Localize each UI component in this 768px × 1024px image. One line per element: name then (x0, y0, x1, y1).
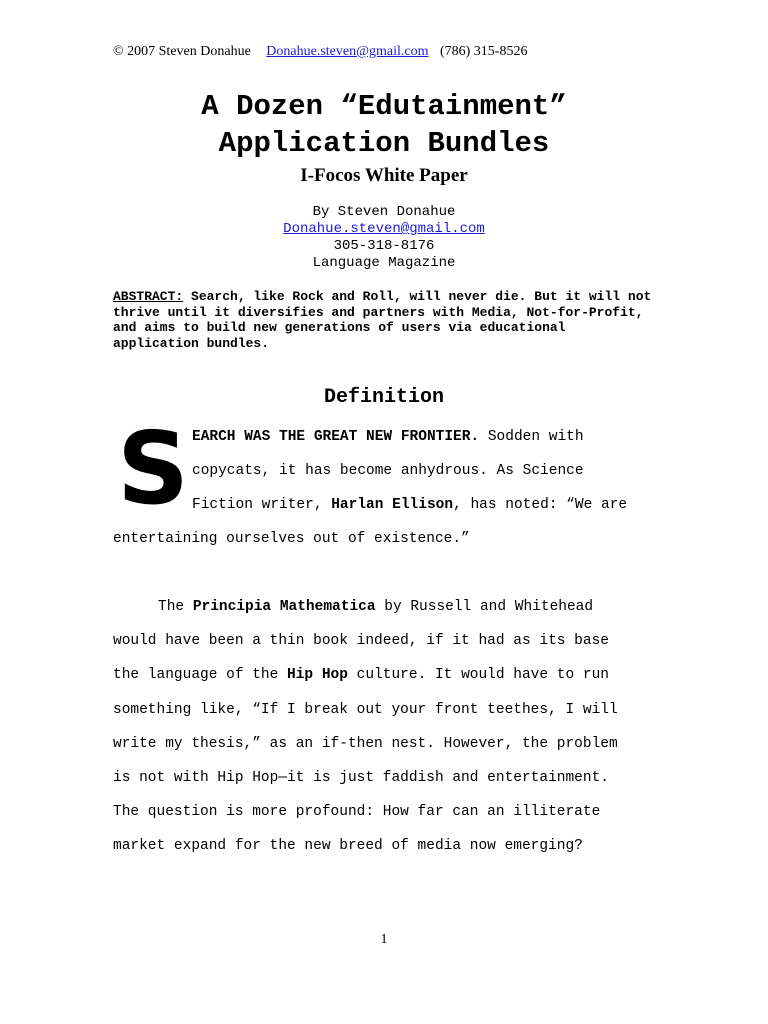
hip-hop-bold: Hip Hop (287, 667, 348, 683)
document-title-line-1: A Dozen “Edutainment” (201, 90, 567, 123)
paragraph-1-line-1-text: Sodden with (479, 429, 584, 445)
abstract-label: ABSTRACT: (113, 289, 184, 304)
byline-phone: 305-318-8176 (333, 238, 435, 254)
header-email-link[interactable]: Donahue.steven@gmail.com (266, 44, 429, 59)
paragraph-1-line-4: entertaining ourselves out of existence.” (113, 531, 470, 547)
paragraph-1-line-3-post: , has noted: “We are (453, 497, 628, 513)
header-line (113, 44, 527, 60)
header-phone: (786) 315-8526 (439, 44, 528, 59)
paragraph-2-line-2: would have been a thin book indeed, if it had as its base (113, 633, 609, 649)
section-heading-definition: Definition (323, 386, 445, 409)
header-copyright: © 2007 Steven Donahue (113, 44, 251, 59)
byline-email[interactable] (0, 221, 768, 238)
paragraph-2-line-8: market expand for the new breed of media now emerging? (113, 838, 583, 854)
byline-email-link[interactable]: Donahue.steven@gmail.com (283, 221, 485, 237)
paragraph-2-line-6: is not with Hip Hop—it is just faddish and entertainment. (113, 770, 609, 786)
document-title-line-2: Application Bundles (218, 127, 550, 160)
paragraph-2-line-5: write my thesis,” as an if-then nest. However, the problem (113, 736, 618, 752)
paragraph-1-line-3 (192, 496, 627, 514)
byline-author: By Steven Donahue (312, 204, 456, 220)
paragraph-1-line-2: copycats, it has become anhydrous. As Science (192, 463, 584, 479)
paragraph-1-lead-bold: EARCH WAS THE GREAT NEW FRONTIER. (192, 429, 480, 445)
paragraph-2-line-3-post: culture. It would have to run (347, 667, 609, 683)
paragraph-2-line-1-pre: The (158, 599, 193, 615)
page-number: 1 (380, 932, 388, 947)
author-name-bold: Harlan Ellison (331, 497, 454, 513)
paragraph-2-line-7: The question is more profound: How far can an illiterate (113, 804, 601, 820)
book-title-bold: Principia Mathematica (192, 599, 376, 615)
abstract-block (113, 289, 658, 351)
paragraph-2-line-3-pre: the language of the (113, 667, 288, 683)
paragraph-1-line-3-pre: Fiction writer, (192, 497, 332, 513)
paragraph-1-line-1 (192, 428, 584, 446)
drop-cap: S (117, 410, 190, 527)
paragraph-2-line-1 (158, 598, 593, 616)
paragraph-2-line-4: something like, “If I break out your front teethes, I will (113, 702, 618, 718)
abstract-text: Search, like Rock and Roll, will never die. But it will not thrive until it diversifies and partners with Media, Not-for-Profit, and aims to build new generations of users via educational application bundles. (113, 289, 652, 351)
byline-publication: Language Magazine (312, 255, 456, 271)
paragraph-2-line-1-post: by Russell and Whitehead (375, 599, 594, 615)
document-subtitle: I-Focos White Paper (300, 165, 468, 186)
paragraph-2-line-3 (113, 666, 609, 684)
